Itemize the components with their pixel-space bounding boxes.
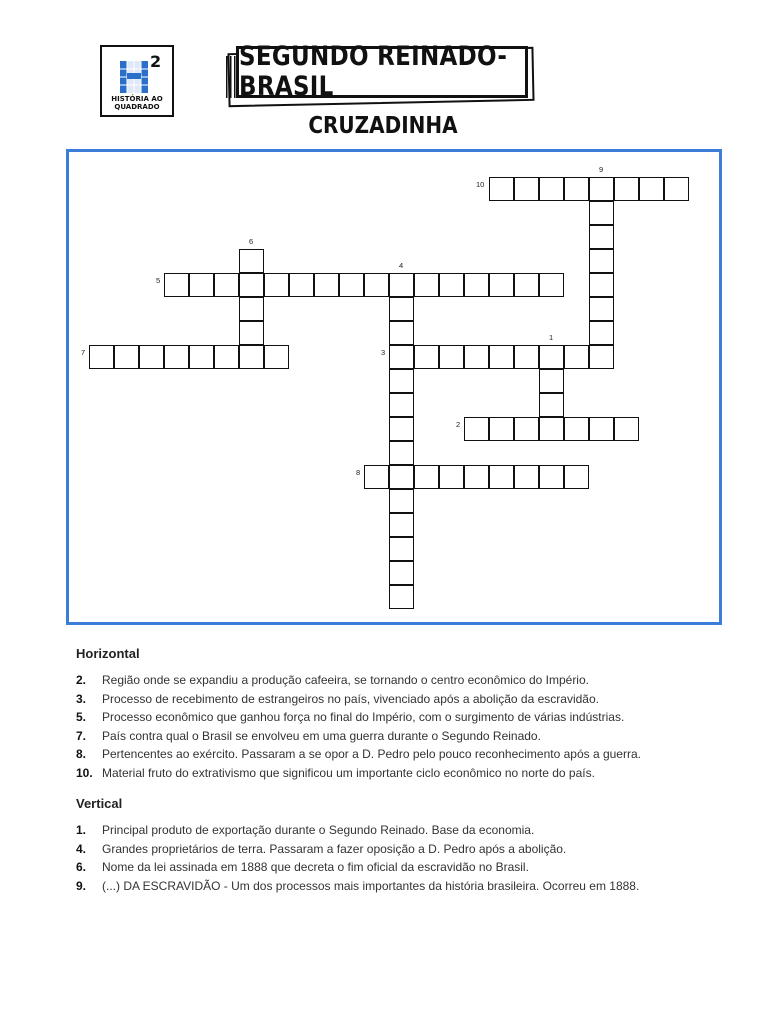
- crossword-cell[interactable]: [614, 177, 639, 201]
- crossword-cell[interactable]: [389, 393, 414, 417]
- crossword-cell[interactable]: [464, 273, 489, 297]
- title-banner: [236, 42, 528, 102]
- clue-number-label: 8: [356, 468, 361, 477]
- clue-item: [76, 671, 736, 690]
- crossword-cell[interactable]: [489, 465, 514, 489]
- crossword-cell[interactable]: [489, 177, 514, 201]
- logo-line-1: HISTÓRIA AO: [111, 95, 163, 103]
- crossword-cell[interactable]: [589, 177, 614, 201]
- clues-section: [76, 646, 736, 895]
- crossword-cell[interactable]: [564, 417, 589, 441]
- crossword-cell[interactable]: [564, 465, 589, 489]
- crossword-cell[interactable]: [539, 369, 564, 393]
- crossword-cell[interactable]: [139, 345, 164, 369]
- crossword-cell[interactable]: [464, 417, 489, 441]
- clue-number: 4.: [76, 841, 87, 856]
- clue-number: 8.: [76, 747, 87, 761]
- vertical-clue-list: [76, 821, 736, 895]
- logo-line-2: QUADRADO: [114, 103, 160, 111]
- crossword-cell[interactable]: [389, 369, 414, 393]
- crossword-cell[interactable]: [589, 297, 614, 321]
- crossword-cell[interactable]: [489, 417, 514, 441]
- crossword-cell[interactable]: [489, 273, 514, 297]
- clue-number-label: 10: [476, 180, 485, 189]
- crossword-cell[interactable]: [389, 297, 414, 321]
- crossword-cell[interactable]: [539, 273, 564, 297]
- crossword-cell[interactable]: [439, 345, 464, 369]
- logo-grid-icon: [102, 47, 172, 95]
- crossword-cell[interactable]: [589, 417, 614, 441]
- clue-item: [76, 690, 736, 709]
- crossword-cell[interactable]: [389, 561, 414, 585]
- title-stripes: [226, 56, 236, 98]
- clue-number-label: 9: [599, 165, 604, 174]
- crossword-cell[interactable]: [189, 345, 214, 369]
- crossword-cell[interactable]: [489, 345, 514, 369]
- crossword-cell[interactable]: [389, 537, 414, 561]
- crossword-cell[interactable]: [539, 177, 564, 201]
- clue-item: [76, 840, 736, 859]
- crossword-cell[interactable]: [539, 345, 564, 369]
- clue-text: Região onde se expandiu a produção cafeeira, se tornando o centro econômico do Império.: [102, 673, 589, 687]
- vertical-heading: Vertical: [76, 796, 123, 811]
- crossword-cell[interactable]: [414, 273, 439, 297]
- logo-exponent: 2: [150, 52, 162, 71]
- crossword-cell[interactable]: [389, 465, 414, 489]
- clue-item: [76, 877, 736, 896]
- clue-item: [76, 727, 736, 746]
- crossword-cell[interactable]: [164, 345, 189, 369]
- crossword-cell[interactable]: [589, 249, 614, 273]
- clue-number-label: 5: [156, 276, 161, 285]
- crossword-cell[interactable]: [514, 273, 539, 297]
- clue-text: Pertencentes ao exército. Passaram a se opor a D. Pedro pelo pouco reconhecimento após a guerra.: [102, 747, 641, 761]
- crossword-cell[interactable]: [239, 297, 264, 321]
- clue-number: 3.: [76, 691, 87, 706]
- crossword-cell[interactable]: [439, 273, 464, 297]
- crossword-cell[interactable]: [564, 177, 589, 201]
- clue-text: Processo econômico que ganhou força no final do Império, com o surgimento de várias indústrias.: [102, 710, 625, 724]
- clue-item: [76, 745, 736, 764]
- crossword-cell[interactable]: [414, 465, 439, 489]
- crossword-cell[interactable]: [464, 465, 489, 489]
- clue-number: 2.: [76, 673, 87, 687]
- crossword-cell[interactable]: [364, 465, 389, 489]
- crossword-cell[interactable]: [664, 177, 689, 201]
- crossword-cell[interactable]: [589, 201, 614, 225]
- crossword-cell[interactable]: [589, 225, 614, 249]
- clue-number-label: 6: [249, 237, 254, 246]
- crossword-cell[interactable]: [589, 345, 614, 369]
- clue-number-label: 1: [549, 333, 554, 342]
- crossword-cell[interactable]: [464, 345, 489, 369]
- crossword-frame: [66, 149, 722, 625]
- crossword-cell[interactable]: [514, 417, 539, 441]
- crossword-cell[interactable]: [339, 273, 364, 297]
- clue-number: 1.: [76, 823, 87, 837]
- crossword-cell[interactable]: [239, 345, 264, 369]
- crossword-cell[interactable]: [189, 273, 214, 297]
- clue-text: Nome da lei assinada em 1888 que decreta o fim oficial da escravidão no Brasil.: [102, 860, 529, 874]
- crossword-cell[interactable]: [514, 345, 539, 369]
- clue-text: (...) DA ESCRAVIDÃO - Um dos processos mais importantes da história brasileira. Ocorreu em 1888.: [102, 878, 640, 893]
- clue-item: [76, 821, 736, 840]
- crossword-cell[interactable]: [389, 321, 414, 345]
- horizontal-heading: Horizontal: [76, 646, 140, 661]
- clue-number: 7.: [76, 728, 87, 743]
- crossword-cell[interactable]: [214, 273, 239, 297]
- horizontal-clue-list: [76, 671, 736, 782]
- crossword-cell[interactable]: [164, 273, 189, 297]
- page-title: SEGUNDO REINADO-BRASIL: [239, 42, 508, 102]
- crossword-cell[interactable]: [239, 273, 264, 297]
- crossword-cell[interactable]: [514, 465, 539, 489]
- crossword-cell[interactable]: [89, 345, 114, 369]
- crossword-cell[interactable]: [289, 273, 314, 297]
- clue-item: [76, 764, 736, 783]
- crossword-cell[interactable]: [389, 273, 414, 297]
- clue-number-label: 3: [381, 348, 386, 357]
- crossword-cell[interactable]: [389, 489, 414, 513]
- crossword-cell[interactable]: [539, 417, 564, 441]
- crossword-cell[interactable]: [264, 273, 289, 297]
- clue-number: 9.: [76, 878, 87, 893]
- crossword-cell[interactable]: [389, 417, 414, 441]
- crossword-cell[interactable]: [614, 417, 639, 441]
- clue-number-label: 2: [456, 420, 461, 429]
- crossword-cell[interactable]: [539, 465, 564, 489]
- crossword-cell[interactable]: [439, 465, 464, 489]
- clue-text: País contra qual o Brasil se envolveu em uma guerra durante o Segundo Reinado.: [102, 728, 541, 743]
- clue-item: [76, 858, 736, 877]
- clue-number-label: 7: [81, 348, 86, 357]
- crossword-cell[interactable]: [214, 345, 239, 369]
- crossword-cell[interactable]: [414, 345, 439, 369]
- logo: [100, 45, 174, 117]
- clue-number: 10.: [76, 765, 93, 780]
- clue-number: 5.: [76, 710, 87, 724]
- clue-text: Grandes proprietários de terra. Passaram a fazer oposição a D. Pedro após a abolição.: [102, 841, 567, 856]
- crossword-cell[interactable]: [364, 273, 389, 297]
- crossword-cell[interactable]: [639, 177, 664, 201]
- crossword-cell[interactable]: [314, 273, 339, 297]
- crossword-cell[interactable]: [589, 273, 614, 297]
- crossword-cell[interactable]: [564, 345, 589, 369]
- clue-number-label: 4: [399, 261, 404, 270]
- page-subtitle: CRUZADINHA: [308, 111, 458, 139]
- crossword-cell[interactable]: [114, 345, 139, 369]
- crossword-cell[interactable]: [389, 513, 414, 537]
- crossword-cell[interactable]: [264, 345, 289, 369]
- crossword-cell[interactable]: [539, 393, 564, 417]
- crossword-cell[interactable]: [389, 345, 414, 369]
- crossword-cell[interactable]: [389, 585, 414, 609]
- crossword-cell[interactable]: [239, 321, 264, 345]
- clue-text: Principal produto de exportação durante o Segundo Reinado. Base da economia.: [102, 823, 535, 837]
- crossword-cell[interactable]: [239, 249, 264, 273]
- clue-number: 6.: [76, 860, 87, 874]
- clue-item: [76, 708, 736, 727]
- clue-text: Material fruto do extrativismo que significou um importante ciclo econômico no norte do país.: [102, 765, 595, 780]
- crossword-cell[interactable]: [589, 321, 614, 345]
- crossword-cell[interactable]: [514, 177, 539, 201]
- crossword-cell[interactable]: [389, 441, 414, 465]
- clue-text: Processo de recebimento de estrangeiros no país, vivenciado após a abolição da escravidão.: [102, 691, 599, 706]
